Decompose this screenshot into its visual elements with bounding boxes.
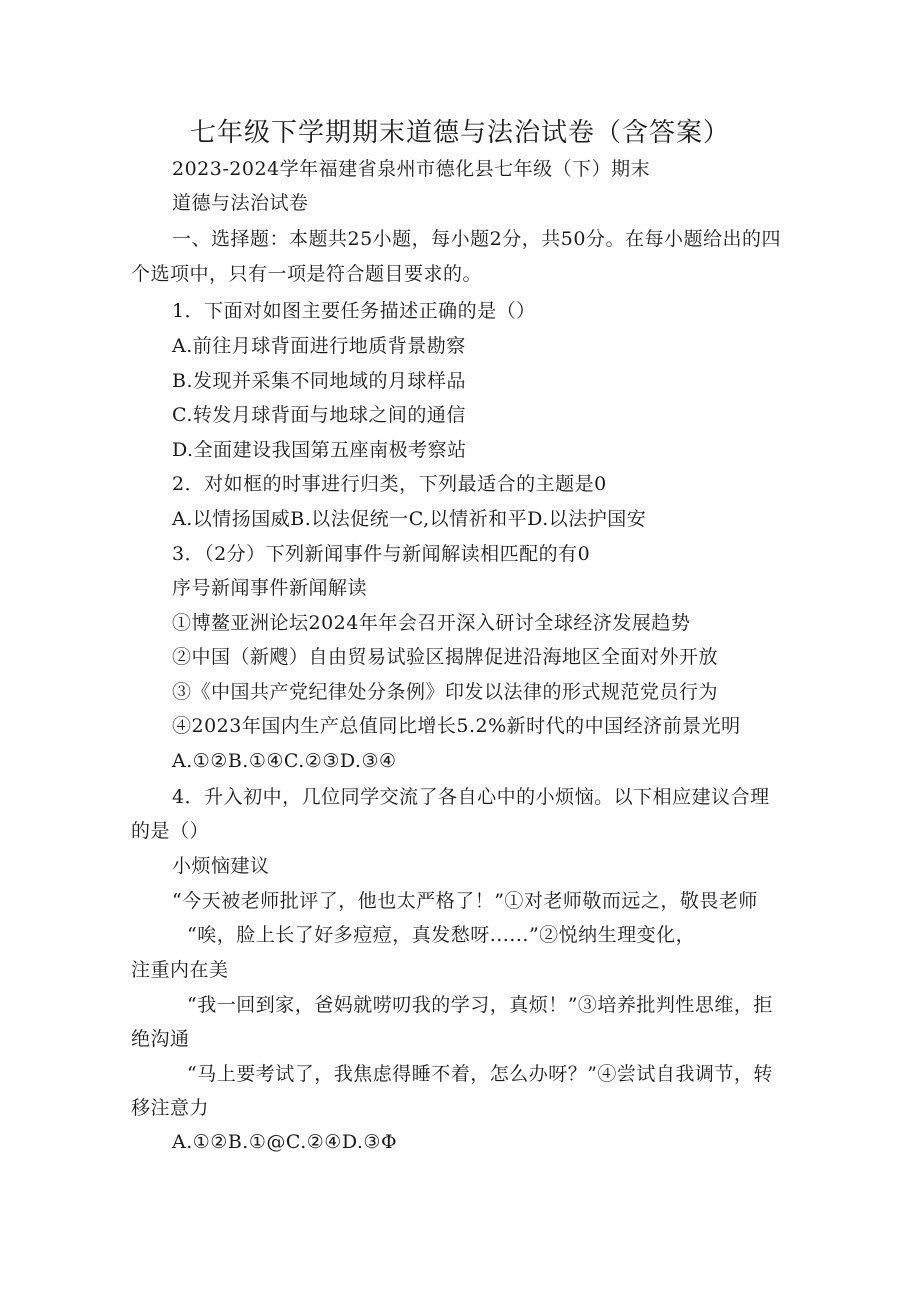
question-4-row-3: “我一回到家，爸妈就唠叨我的学习，真烦！”③培养批判性思维，拒 [187,994,773,1016]
question-3-table-header: 序号新闻事件新闻解读 [172,577,368,599]
question-4-row-4-cont: 移注意力 [131,1097,210,1119]
question-3-options: A.①②B.①④C.②③D.③④ [172,750,397,772]
document-title: 七年级下学期期末道德与法治试卷（含答案） [189,118,730,148]
question-2-stem: 2．对如框的时事进行归类，下列最适合的主题是0 [172,473,607,495]
question-3-row-3: ③《中国共产党纪律处分条例》印发以法律的形式规范党员行为 [172,681,719,703]
question-1-stem: 1．下面对如图主要任务描述正确的是（） [172,300,536,322]
text-line-section-heading-cont: 个选项中，只有一项是符合题目要求的。 [131,263,483,285]
question-4-table-header: 小烦恼建议 [172,855,270,877]
question-4-row-2: “唉，脸上长了好多痘痘，真发愁呀......”②悦纳生理变化， [187,924,696,946]
question-4-row-1: “今天被老师批评了，他也太严格了！”①对老师敬而远之，敬畏老师 [172,890,758,912]
text-line-exam-info: 2023-2024学年福建省泉州市德化县七年级（下）期末 [172,158,651,180]
question-1-option-b: B.发现并采集不同地域的月球样品 [172,370,467,392]
question-4-options: A.①②B.①@C.②④D.③Φ [172,1131,398,1153]
question-1-option-c: C.转发月球背面与地球之间的通信 [172,404,466,426]
question-2-options: A.以情扬国威B.以法促统一C,以情祈和平D.以法护国安 [172,508,647,530]
question-3-stem: 3．（2分）下列新闻事件与新闻解读相匹配的有0 [172,543,591,565]
question-4-row-3-cont: 绝沟通 [131,1028,190,1050]
question-3-row-1: ①博鳌亚洲论坛2024年年会召开深入研讨全球经济发展趋势 [172,612,691,634]
question-4-stem-cont: 的是（） [131,820,210,842]
question-4-row-4: “马上要考试了，我焦虑得睡不着，怎么办呀？”④尝试自我调节，转 [187,1063,773,1085]
question-1-option-a: A.前往月球背面进行地质背景勘察 [172,335,466,357]
text-line-section-heading: 一、选择题：本题共25小题，每小题2分，共50分。在每小题给出的四 [172,228,781,250]
question-3-row-4: ④2023年国内生产总值同比增长5.2%新时代的中国经济前景光明 [172,715,741,737]
question-3-row-2: ②中国（新飕）自由贸易试验区揭牌促进沿海地区全面对外开放 [172,646,719,668]
question-4-stem: 4．升入初中，几位同学交流了各自心中的小烦恼。以下相应建议合理 [172,786,770,808]
question-1-option-d: D.全面建设我国第五座南极考察站 [172,439,467,461]
text-line-subject: 道德与法治试卷 [172,192,309,214]
question-4-row-2-cont: 注重内在美 [131,959,229,981]
